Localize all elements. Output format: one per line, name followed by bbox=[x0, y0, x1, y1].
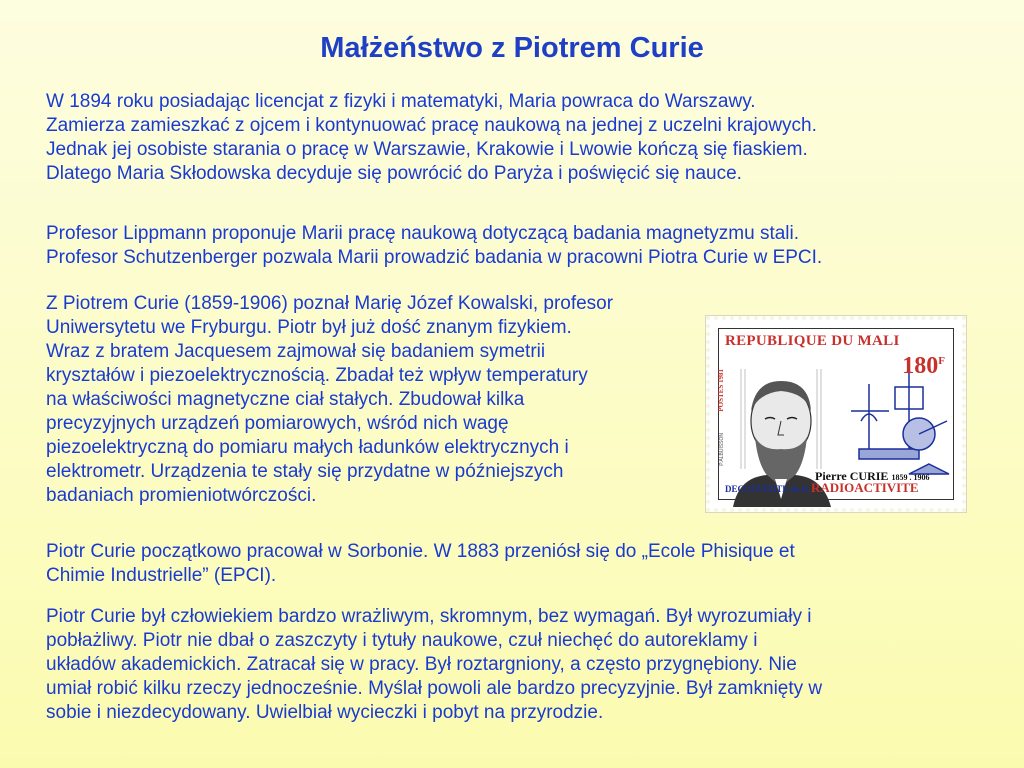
text-line: piezoelektryczną do pomiaru małych ładunków elektrycznych i bbox=[46, 437, 569, 458]
stamp-issue-year: POSTES 1981 bbox=[717, 369, 725, 412]
text-line: kryształów i piezoelektrycznością. Zbadał też wpływ temperatury bbox=[46, 365, 588, 386]
text-line: Uniwersytetu we Fryburgu. Piotr był już dość znanym fizykiem. bbox=[46, 317, 572, 338]
text-line: umiał robić kilku rzeczy jednocześnie. Myślał powoli ale bardzo precyzyjnie. Był zamknięty w bbox=[46, 678, 823, 699]
text-line: precyzyjnych urządzeń pomiarowych, wśród nich wagę bbox=[46, 413, 509, 434]
text-line: W 1894 roku posiadając licencjat z fizyki i matematyki, Maria powraca do Warszawy. bbox=[46, 91, 756, 112]
paragraph-return-to-warsaw bbox=[46, 90, 817, 186]
stamp-person-name: Pierre CURIE 1859 . 1906 bbox=[815, 469, 930, 483]
text-line: na właściwości magnetyczne ciał stałych. Zbudował kilka bbox=[46, 389, 525, 410]
stamp-caption: DECOUVERTE de la RADIOACTIVITE bbox=[725, 480, 919, 495]
text-line: pobłażliwy. Piotr nie dbał o zaszczyty i tytuły naukowe, czuł niechęć do autoreklamy i bbox=[46, 630, 758, 651]
text-line: Piotr Curie był człowiekiem bardzo wrażliwym, skromnym, bez wymagań. Był wyrozumiały i bbox=[46, 606, 812, 627]
text-line: badaniach promieniotwórczości. bbox=[46, 485, 317, 506]
stamp-value: $180^F$ bbox=[902, 353, 945, 379]
text-line: Wraz z bratem Jacquesem zajmował się badaniem symetrii bbox=[46, 341, 546, 362]
text-line: Chimie Industrielle” (EPCI). bbox=[46, 565, 277, 586]
text-line: Dlatego Maria Skłodowska decyduje się powrócić do Paryża i poświęcić się nauce. bbox=[46, 163, 742, 184]
text-line: układów akademickich. Zatracał się w pracy. Był roztargniony, a często przygnębiony. Nie bbox=[46, 654, 797, 675]
text-line: elektrometr. Urządzenia te stały się przydatne w późniejszych bbox=[46, 461, 564, 482]
page-title: Małżeństwo z Piotrem Curie bbox=[320, 32, 704, 64]
text-line: sobie i niezdecydowany. Uwielbiał wycieczki i pobyt na przyrodzie. bbox=[46, 702, 604, 723]
paragraph-professors bbox=[46, 222, 822, 270]
paragraph-meeting-pierre bbox=[46, 292, 613, 508]
text-line: Piotr Curie początkowo pracował w Sorbonie. W 1883 przeniósł się do „Ecole Phisique et bbox=[46, 541, 795, 562]
text-line: Profesor Schutzenberger pozwala Marii prowadzić badania w pracowni Piotra Curie w EPCI. bbox=[46, 247, 823, 268]
stamp-frame bbox=[718, 328, 954, 500]
text-line: Profesor Lippmann proponuje Marii pracę naukową dotyczącą badania magnetyzmu stali. bbox=[46, 223, 800, 244]
text-line: Jednak jej osobiste starania o pracę w Warszawie, Krakowie i Lwowie kończą się fiaskiem. bbox=[46, 139, 808, 160]
text-line: Z Piotrem Curie (1859-1906) poznał Marię Józef Kowalski, profesor bbox=[46, 293, 614, 314]
stamp-country: REPUBLIQUE DU MALI bbox=[725, 333, 900, 349]
paragraph-character bbox=[46, 605, 822, 725]
text-line: Zamierza zamieszkać z ojcem i kontynuować pracę naukową na jednej z uczelni krajowych. bbox=[46, 115, 817, 136]
pierre-curie-stamp bbox=[706, 316, 966, 512]
stamp-engraver: P.ALBUISSON bbox=[719, 433, 725, 466]
paragraph-sorbonne-epci bbox=[46, 540, 795, 588]
